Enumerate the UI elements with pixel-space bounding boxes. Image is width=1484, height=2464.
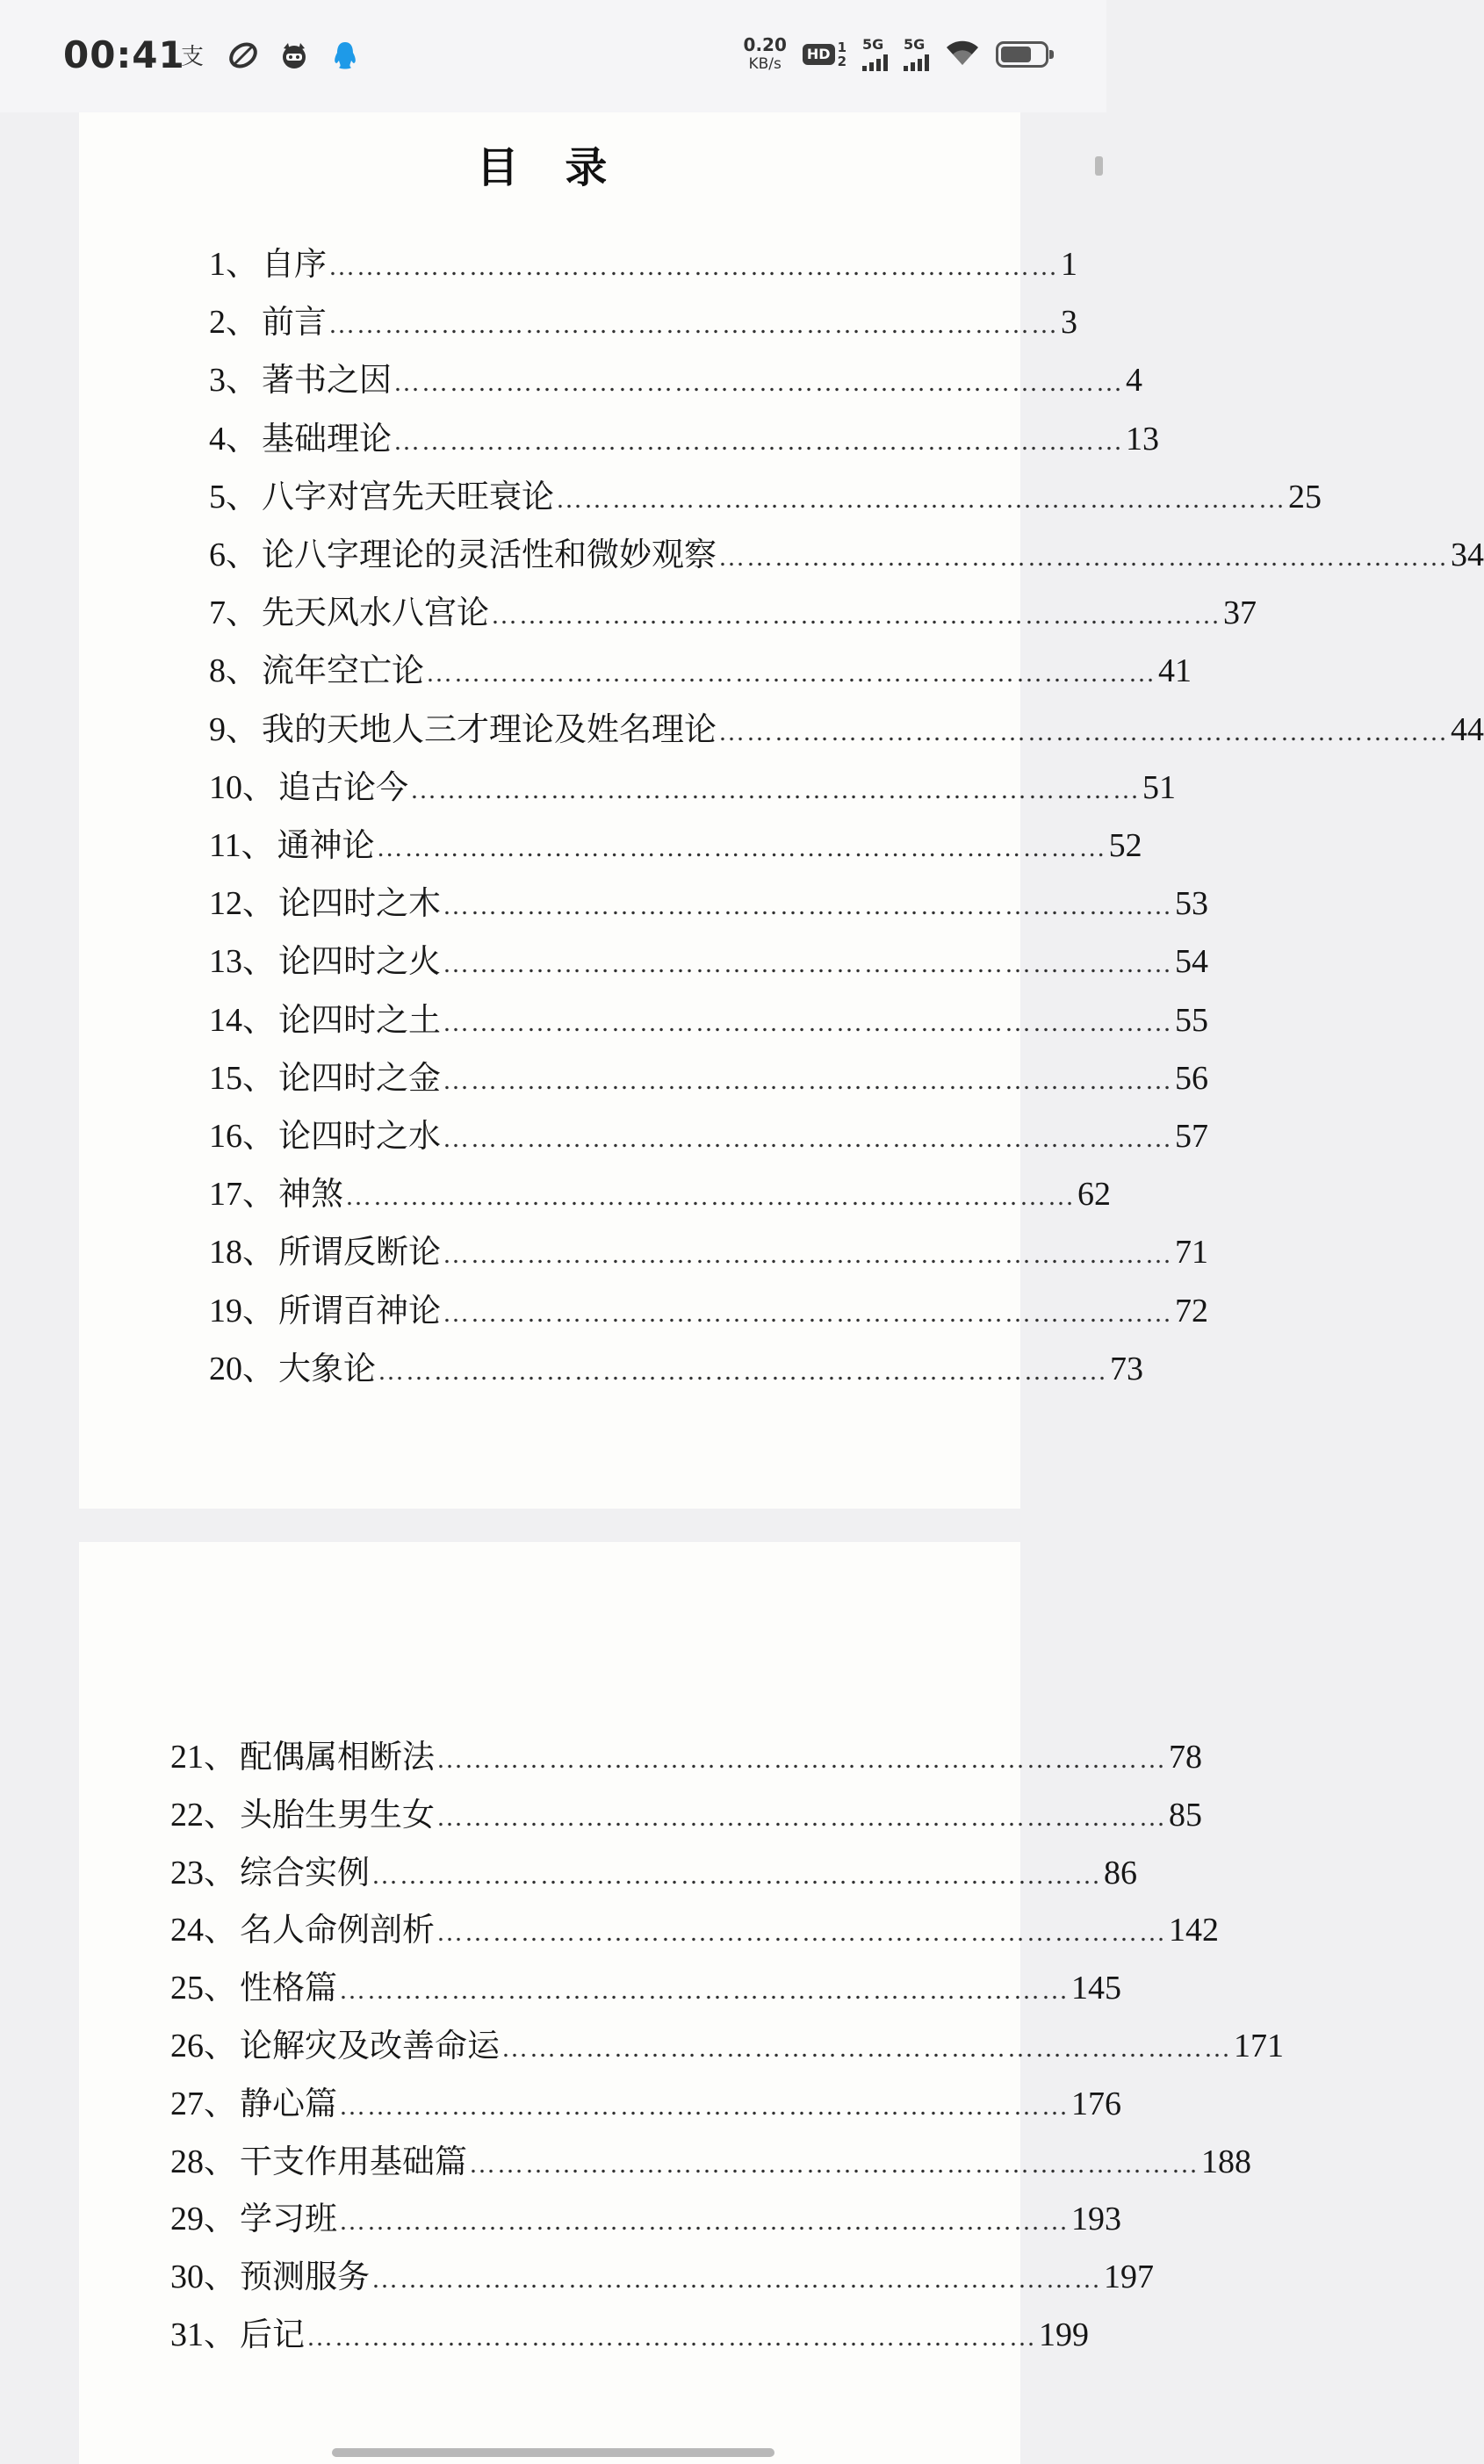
toc-entry-number: 23	[170, 1854, 204, 1891]
toc-entry-separator: 、	[204, 1853, 236, 1891]
toc-entry-page-number: 54	[1175, 943, 1208, 981]
toc-entry-leader: ……………………………………………………………………	[436, 1918, 1167, 1948]
toc-entry[interactable]	[170, 2019, 1284, 2066]
toc-entry-page-number: 86	[1104, 1854, 1137, 1891]
toc-entry[interactable]	[209, 993, 1208, 1041]
toc-entry[interactable]	[209, 1051, 1208, 1099]
toc-entry-separator: 、	[242, 1175, 275, 1214]
toc-entry-number: 31	[170, 2316, 204, 2353]
toc-entry[interactable]	[209, 586, 1257, 633]
toc-entry-leader: ……………………………………………………………………	[426, 659, 1156, 688]
toc-entry-title: 论四时之水	[278, 1117, 441, 1155]
toc-entry-page-number: 1	[1061, 246, 1077, 283]
toc-entry-leader: ……………………………………………………………………	[376, 833, 1107, 862]
toc-entry-number: 7	[209, 594, 226, 632]
toc-entry-number: 6	[209, 537, 226, 573]
toc-entry-separator: 、	[242, 1233, 275, 1272]
toc-entry-leader: ……………………………………………………………………	[306, 2323, 1037, 2352]
toc-entry-number: 4	[209, 420, 226, 457]
toc-entry-separator: 、	[204, 2084, 236, 2122]
toc-entry-number: 17	[209, 1176, 242, 1214]
toc-entry-separator: 、	[242, 942, 275, 981]
toc-entry-title: 通神论	[277, 826, 375, 864]
toc-entry-page-number: 142	[1169, 1912, 1219, 1949]
toc-entry-number: 18	[209, 1234, 242, 1272]
toc-entry-number: 1	[209, 246, 226, 283]
toc-entry-title: 论解灾及改善命运	[240, 2027, 500, 2064]
toc-entry-title: 名人命例剖析	[240, 1911, 435, 1949]
toc-entry-page-number: 199	[1039, 2316, 1089, 2353]
toc-entry-page-number: 62	[1077, 1176, 1111, 1214]
battery-icon	[996, 41, 1048, 68]
toc-entry-number: 25	[170, 1970, 204, 2007]
toc-entry-title: 后记	[240, 2316, 305, 2353]
toc-entry-page-number: 171	[1234, 2028, 1284, 2064]
toc-entry-separator: 、	[242, 1117, 275, 1155]
toc-entry-leader: ……………………………………………………………………	[443, 1240, 1173, 1270]
toc-entry-title: 著书之因	[262, 361, 392, 400]
toc-entry-separator: 、	[204, 1969, 236, 2007]
toc-entry-leader: ……………………………………………………………………	[501, 2034, 1232, 2063]
toc-entry-leader: ……………………………………………………………………	[556, 484, 1286, 514]
toc-entry[interactable]	[209, 1284, 1208, 1331]
toc-entry-title: 追古论今	[278, 767, 408, 806]
toc-entry-page-number: 52	[1108, 827, 1142, 864]
toc-entry-title: 我的天地人三才理论及姓名理论	[262, 710, 717, 748]
toc-entry-separator: 、	[226, 245, 258, 283]
toc-entry-title: 八字对宫先天旺衰论	[262, 477, 554, 515]
toc-entry[interactable]	[170, 1846, 1137, 1893]
toc-entry-separator: 、	[226, 594, 258, 632]
toc-entry-leader: ……………………………………………………………………	[443, 1298, 1173, 1328]
toc-entry-leader: ……………………………………………………………………	[718, 717, 1449, 746]
toc-entry-number: 16	[209, 1118, 242, 1155]
network-speed	[744, 35, 787, 74]
cat-app-icon	[277, 39, 311, 72]
toc-entry-separator: 、	[242, 1000, 275, 1039]
toc-entry[interactable]	[209, 1109, 1208, 1156]
toc-entry-leader: ……………………………………………………………………	[469, 2149, 1199, 2179]
toc-entry-title: 预测服务	[240, 2258, 370, 2296]
toc-entry-number: 10	[209, 768, 242, 806]
toc-entry-page-number: 34	[1451, 537, 1484, 573]
toc-entry-page-number: 13	[1126, 420, 1159, 457]
toc-entry-title: 先天风水八宫论	[262, 594, 489, 632]
alipay-icon	[176, 39, 209, 72]
toc-entry-title: 综合实例	[240, 1853, 370, 1891]
document-page-2[interactable]	[79, 1542, 1284, 2464]
toc-entry-number: 14	[209, 1001, 242, 1039]
toc-entry-separator: 、	[226, 303, 258, 342]
toc-entry-separator: 、	[204, 1795, 236, 1834]
toc-entry-separator: 、	[204, 2258, 236, 2296]
toc-entry-leader: ……………………………………………………………………	[436, 1745, 1167, 1774]
toc-entry-number: 26	[170, 2028, 204, 2064]
toc-entry-leader: ……………………………………………………………………	[718, 543, 1449, 572]
toc-entry-leader: ……………………………………………………………………	[443, 949, 1173, 979]
toc-entry-separator: 、	[226, 652, 258, 690]
toc-entry-number: 8	[209, 652, 226, 690]
toc-entry-title: 干支作用基础篇	[240, 2142, 467, 2180]
toc-entry-title: 前言	[262, 303, 327, 342]
toc-entry[interactable]	[170, 1903, 1219, 1950]
toc-entry-separator: 、	[204, 2316, 236, 2353]
toc-entry-number: 22	[170, 1796, 204, 1834]
toc-entry-leader: ……………………………………………………………………	[328, 252, 1059, 281]
sim1-signal-icon	[862, 38, 888, 71]
hd-sub-bottom: 2	[837, 54, 846, 69]
toc-entry[interactable]	[170, 2192, 1121, 2239]
hd-sub-top: 1	[837, 40, 846, 55]
toc-entry-separator: 、	[204, 1738, 236, 1776]
toc-entry-separator: 、	[226, 419, 258, 457]
toc-entry-separator: 、	[204, 2142, 236, 2180]
toc-entry-title: 论八字理论的灵活性和微妙观察	[262, 536, 717, 573]
toc-entry-separator: 、	[226, 477, 258, 515]
leaf-app-icon	[227, 39, 260, 72]
toc-entry-leader: ……………………………………………………………………	[339, 2091, 1070, 2121]
toc-entry-separator: 、	[242, 1349, 275, 1387]
toc-entry-title: 自序	[262, 245, 327, 283]
network-speed-unit: KB/s	[748, 55, 782, 73]
toc-entry[interactable]	[209, 295, 1077, 342]
status-bar	[0, 0, 1106, 112]
toc-entry-separator: 、	[242, 1291, 275, 1329]
toc-entry[interactable]	[170, 1961, 1121, 2008]
toc-entry-separator: 、	[226, 710, 258, 748]
document-page-1[interactable]	[79, 112, 1484, 1509]
toc-entry-page-number: 72	[1175, 1292, 1208, 1329]
system-icons	[744, 35, 1048, 74]
toc-entry-separator: 、	[204, 2027, 236, 2064]
toc-entry-page-number: 44	[1451, 710, 1484, 748]
toc-entry-number: 2	[209, 304, 226, 342]
toc-entry[interactable]	[170, 2077, 1121, 2124]
toc-entry-title: 性格篇	[240, 1969, 337, 2007]
toc-entry-title: 神煞	[278, 1175, 343, 1214]
toc-entry-separator: 、	[242, 1058, 275, 1097]
toc-entry-page-number: 56	[1175, 1059, 1208, 1097]
hd-voice-icon	[803, 40, 846, 68]
toc-entry-leader: ……………………………………………………………………	[378, 1356, 1108, 1386]
toc-entry-number: 21	[170, 1739, 204, 1776]
toc-entry[interactable]	[209, 644, 1192, 691]
toc-entry-page-number: 57	[1175, 1118, 1208, 1155]
toc-entry[interactable]	[209, 1167, 1111, 1214]
toc-entry-title: 头胎生男生女	[240, 1795, 435, 1834]
home-indicator[interactable]	[332, 2448, 774, 2457]
toc-entry[interactable]	[170, 1730, 1202, 1777]
toc-entry-page-number: 176	[1071, 2085, 1121, 2122]
toc-entry-number: 24	[170, 1912, 204, 1949]
toc-entry-separator: 、	[226, 361, 258, 400]
toc-entry-title: 所谓反断论	[278, 1233, 441, 1272]
toc-entry-page-number: 53	[1175, 885, 1208, 923]
toc-entry-separator: 、	[242, 767, 275, 806]
toc-entry-page-number: 55	[1175, 1001, 1208, 1039]
toc-entry-number: 28	[170, 2143, 204, 2180]
toc-entry-leader: ……………………………………………………………………	[436, 1802, 1167, 1832]
qq-penguin-icon	[328, 39, 362, 72]
toc-entry-number: 3	[209, 362, 226, 400]
toc-entry-separator: 、	[226, 536, 258, 573]
toc-entry-title: 大象论	[278, 1349, 376, 1387]
toc-entry[interactable]	[209, 934, 1208, 982]
toc-entry[interactable]	[209, 470, 1322, 517]
network-speed-value: 0.20	[743, 34, 787, 55]
toc-entry-page-number: 71	[1175, 1234, 1208, 1272]
toc-entry[interactable]	[209, 702, 1484, 750]
toc-entry[interactable]	[209, 876, 1208, 924]
toc-entry-title: 静心篇	[240, 2084, 337, 2122]
toc-entry-title: 所谓百神论	[278, 1291, 441, 1329]
hd-label: HD	[803, 44, 835, 65]
toc-entry-number: 27	[170, 2085, 204, 2122]
toc-entry-title: 论四时之土	[278, 1000, 441, 1039]
toc-entry[interactable]	[209, 1342, 1143, 1389]
toc-entry[interactable]	[209, 528, 1484, 575]
notification-icons	[176, 39, 362, 72]
toc-entry-title: 论四时之金	[278, 1058, 441, 1097]
toc-entry-leader: ……………………………………………………………………	[443, 1065, 1173, 1095]
toc-entry-title: 论四时之木	[278, 884, 441, 923]
toc-entry-number: 11	[209, 827, 241, 864]
toc-entry-number: 29	[170, 2201, 204, 2238]
toc-entry-leader: ……………………………………………………………………	[371, 1860, 1102, 1890]
toc-entry[interactable]	[209, 353, 1142, 400]
toc-entry-page-number: 188	[1201, 2143, 1251, 2180]
toc-entry-page-number: 197	[1104, 2259, 1154, 2296]
sim1-network-type: 5G	[862, 36, 884, 53]
toc-entry-leader: ……………………………………………………………………	[339, 2207, 1070, 2237]
toc-entry-number: 13	[209, 943, 242, 981]
toc-entry-leader: ……………………………………………………………………	[393, 426, 1124, 456]
toc-entry-separator: 、	[204, 2200, 236, 2238]
toc-entry-leader: ……………………………………………………………………	[393, 368, 1124, 398]
toc-entry-leader: ……………………………………………………………………	[328, 310, 1059, 340]
toc-entry-page-number: 78	[1169, 1739, 1202, 1776]
toc-entry[interactable]	[209, 1225, 1208, 1272]
toc-entry-number: 19	[209, 1292, 242, 1329]
toc-entry-number: 20	[209, 1350, 242, 1387]
toc-entry-number: 30	[170, 2259, 204, 2296]
toc-entry-page-number: 3	[1061, 304, 1077, 342]
toc-entry-title: 论四时之火	[278, 942, 441, 981]
svg-text:支: 支	[181, 44, 205, 70]
toc-entry[interactable]	[170, 2135, 1251, 2182]
toc-entry-leader: ……………………………………………………………………	[339, 1976, 1070, 2006]
toc-entry-page-number: 73	[1110, 1350, 1143, 1387]
toc-entry[interactable]	[170, 1788, 1202, 1835]
toc-entry[interactable]	[209, 412, 1159, 459]
toc-entry-leader: ……………………………………………………………………	[443, 1124, 1173, 1153]
toc-entry-leader: ……………………………………………………………………	[371, 2265, 1102, 2295]
toc-entry-page-number: 25	[1288, 478, 1322, 515]
toc-entry-title: 配偶属相断法	[240, 1738, 435, 1776]
toc-entry[interactable]	[170, 2250, 1154, 2297]
toc-entry-page-number: 145	[1071, 1970, 1121, 2007]
scrollbar-thumb[interactable]	[1095, 156, 1103, 176]
toc-entry[interactable]	[170, 2308, 1089, 2355]
toc-entry-page-number: 37	[1223, 594, 1257, 632]
toc-entry-separator: 、	[204, 1911, 236, 1949]
toc-entry-number: 9	[209, 710, 226, 748]
toc-entry-leader: ……………………………………………………………………	[345, 1182, 1076, 1212]
toc-entry[interactable]	[209, 237, 1077, 285]
toc-entry-title: 流年空亡论	[262, 652, 424, 690]
toc-entry-number: 5	[209, 478, 226, 515]
toc-entry-page-number: 85	[1169, 1796, 1202, 1834]
toc-entry-page-number: 193	[1071, 2201, 1121, 2238]
toc-entry-title: 基础理论	[262, 419, 392, 457]
toc-entry-title: 学习班	[240, 2200, 337, 2238]
toc-entry[interactable]	[209, 760, 1176, 808]
sim2-network-type: 5G	[904, 36, 926, 53]
toc-entry-leader: ……………………………………………………………………	[491, 601, 1221, 630]
toc-entry-page-number: 4	[1126, 362, 1142, 400]
toc-entry-leader: ……………………………………………………………………	[443, 1007, 1173, 1037]
toc-entry-page-number: 41	[1158, 652, 1192, 690]
toc-entry-separator: 、	[241, 826, 274, 864]
sim2-signal-icon	[904, 38, 929, 71]
toc-entry-number: 12	[209, 885, 242, 923]
wifi-icon	[945, 39, 980, 70]
toc-entry-separator: 、	[242, 884, 275, 923]
toc-entry-number: 15	[209, 1059, 242, 1097]
toc-entry-leader: ……………………………………………………………………	[410, 775, 1141, 804]
toc-entry-page-number: 51	[1142, 768, 1176, 806]
clock: 00:41	[63, 33, 185, 76]
toc-entry[interactable]	[209, 818, 1142, 866]
toc-entry-leader: ……………………………………………………………………	[443, 891, 1173, 921]
toc-title: 目 录	[476, 143, 623, 192]
